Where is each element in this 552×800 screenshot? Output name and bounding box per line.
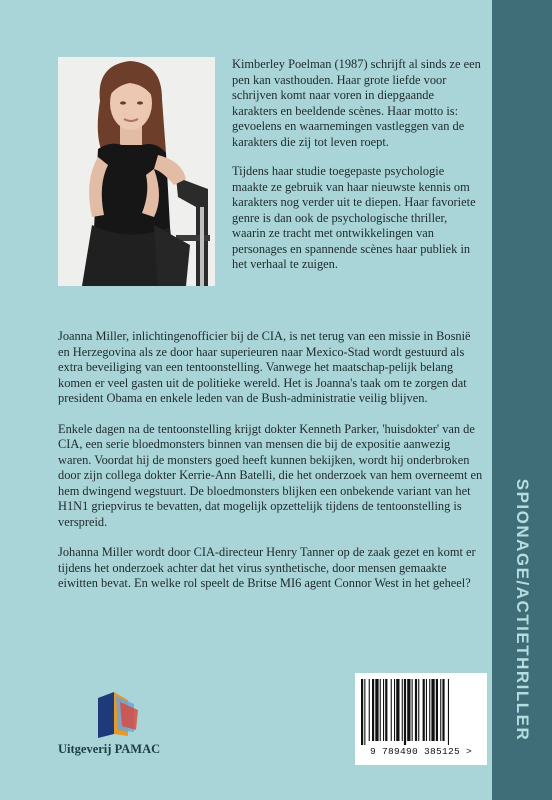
author-bio (232, 57, 482, 287)
blurb-paragraph: Enkele dagen na de tentoonstelling krijgt dokter Kenneth Parker, 'huisdokter' van de CIA, een serie bloedmonsters binnen van mensen die bij de expositie aanwezig waren. Voordat hij de monsters goed heeft kunnen bekijken, wordt hij onderbroken door zijn collega dokter Kerrie-Ann Batelli, die het onderzoek van hem overneemt en hem dwingend wegstuurt. De bloedmonsters blijken een onbekende variant van het H1N1 griepvirus te bevatten, dat mogelijk opzettelijk tijdens de tentoonstelling is verspreid. (58, 421, 483, 529)
publisher-name: Uitgeverij PAMAC (58, 742, 161, 756)
book-blurb (58, 329, 484, 607)
author-photo (58, 57, 215, 286)
isbn-barcode (355, 673, 487, 765)
bio-paragraph: Kimberley Poelman (1987) schrijft al sinds ze een pen kan vasthouden. Haar grote liefde voor schrijven komt naar voren in diepgaande karakters en beeldende scènes. Haar motto is: gevoelens en waarnemingen vastleggen van de karakters die zij tot leven roept. (232, 57, 481, 149)
blurb-paragraph: Johanna Miller wordt door CIA-directeur Henry Tanner op de zaak gezet en komt er tijdens het onderzoek achter dat het virus synthetische, door mensen gemaakte eiwitten bevat. En welke rol speelt de Britse MI6 agent Connor West in het geheel? (58, 545, 476, 590)
blurb-paragraph: Joanna Miller, inlichtingenofficier bij de CIA, is net terug van een missie in Bosnië en Herzegovina als ze door haar superieuren naar Mexico-Stad wordt gestuurd als extra beveiliging van een tentoonstelling. Vanwege het maatschap-pelijk belang komen er veel gasten uit de politieke wereld. Het is Joanna's taak om te zorgen dat president Obama en enkele leden van de Bush-administratie veilig blijven. (58, 329, 471, 405)
bio-paragraph: Tijdens haar studie toegepaste psychologie maakte ze gebruik van haar nieuwste kennis om karakters nog verder uit te diepen. Haar favoriete genre is dan ook de psychologische thriller, waarin ze tracht met ontwikkelingen van personages en spannende scènes haar publiek in het verhaal te zuigen. (232, 164, 476, 271)
genre-label: SPIONAGE/ACTIETHRILLER (513, 478, 532, 742)
author-portrait-image (58, 57, 215, 286)
isbn-digits: 9 789490 385125 > (369, 746, 472, 757)
publisher-logo-icon (94, 690, 140, 740)
barcode-bars (361, 679, 481, 745)
